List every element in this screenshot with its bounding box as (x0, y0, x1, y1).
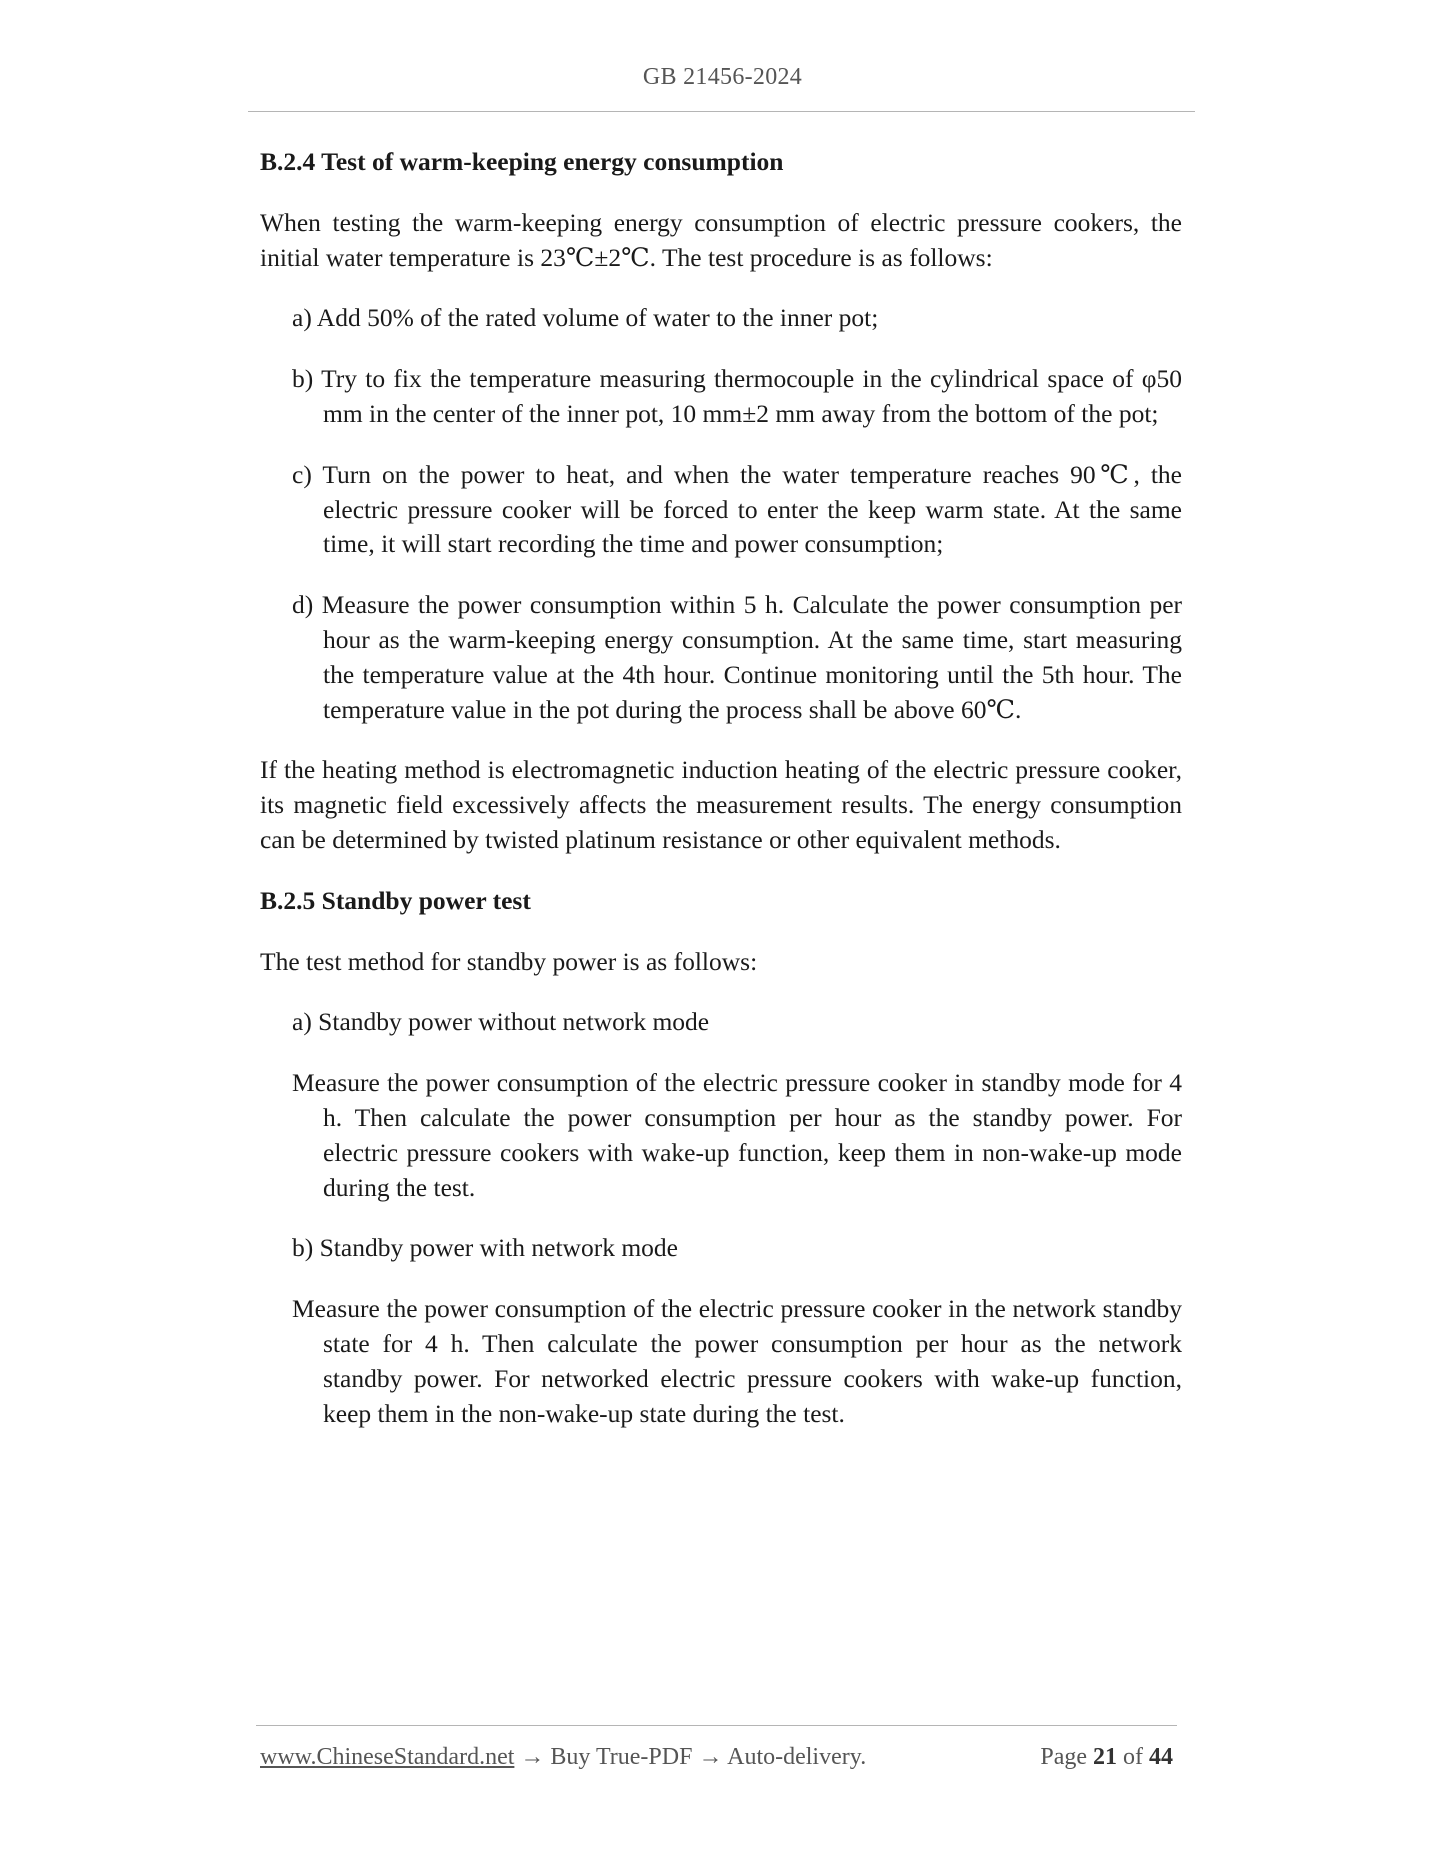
page-header: GB 21456-2024 (642, 64, 803, 90)
list-item: Measure the power consumption of the electric pressure cooker in the network standby state for 4 h. Then calculate the power consumption per hour as the network standby power. For networked electric pressure cookers with wake-up function, keep them in the non-wake-up state during the test. (292, 1294, 1182, 1428)
page-content (260, 145, 1182, 1457)
page-number (1040, 1744, 1173, 1771)
footer-divider (256, 1725, 1177, 1726)
page-label: Page (1040, 1744, 1087, 1770)
current-page: 21 (1093, 1744, 1117, 1770)
footer-left (260, 1744, 866, 1771)
list-item: c) Turn on the power to heat, and when the water temperature reaches 90℃, the electric pressure cooker will be forced to enter the keep warm state. At the same time, it will start recording the time and power consumption; (292, 459, 1182, 559)
list-item: b) Standby power with network mode (292, 1233, 678, 1263)
section-b24-note: If the heating method is electromagnetic induction heating of the electric pressure cooker, its magnetic field excessively affects the measurement results. The energy consumption can be determined by twisted platinum resistance or other equivalent methods. (260, 755, 1182, 854)
list-item: a) Standby power without network mode (292, 1007, 710, 1037)
footer-tagline: → Buy True-PDF → Auto-delivery. (514, 1744, 867, 1770)
section-heading-b25: B.2.5 Standby power test (260, 885, 531, 915)
header-divider (248, 111, 1195, 112)
list-item: d) Measure the power consumption within 5 h. Calculate the power consumption per hour as the warm-keeping energy consumption. At the same time, start measuring the temperature value at the 4th hour. Continue monitoring until the 5th hour. The temperature value in the pot during the process shall be above 60℃. (292, 590, 1182, 724)
list-item: a) Add 50% of the rated volume of water to the inner pot; (292, 303, 879, 333)
site-link[interactable]: www.ChineseStandard.net (260, 1744, 515, 1770)
list-item: b) Try to fix the temperature measuring thermocouple in the cylindrical space of φ50 mm in the center of the inner pot, 10 mm±2 mm away from the bottom of the pot; (292, 364, 1182, 428)
of-label: of (1123, 1744, 1143, 1770)
list-item: Measure the power consumption of the electric pressure cooker in standby mode for 4 h. Then calculate the power consumption per hour as the standby power. For electric pressure cookers with wake-up function, keep them in non-wake-up mode during the test. (292, 1068, 1182, 1202)
total-pages: 44 (1149, 1744, 1173, 1770)
section-b24-intro: When testing the warm-keeping energy consumption of electric pressure cookers, the initial water temperature is 23℃±2℃. The test procedure is as follows: (260, 207, 1182, 272)
section-b25-intro: The test method for standby power is as follows: (260, 946, 758, 976)
section-heading-b24: B.2.4 Test of warm-keeping energy consumption (260, 147, 784, 176)
